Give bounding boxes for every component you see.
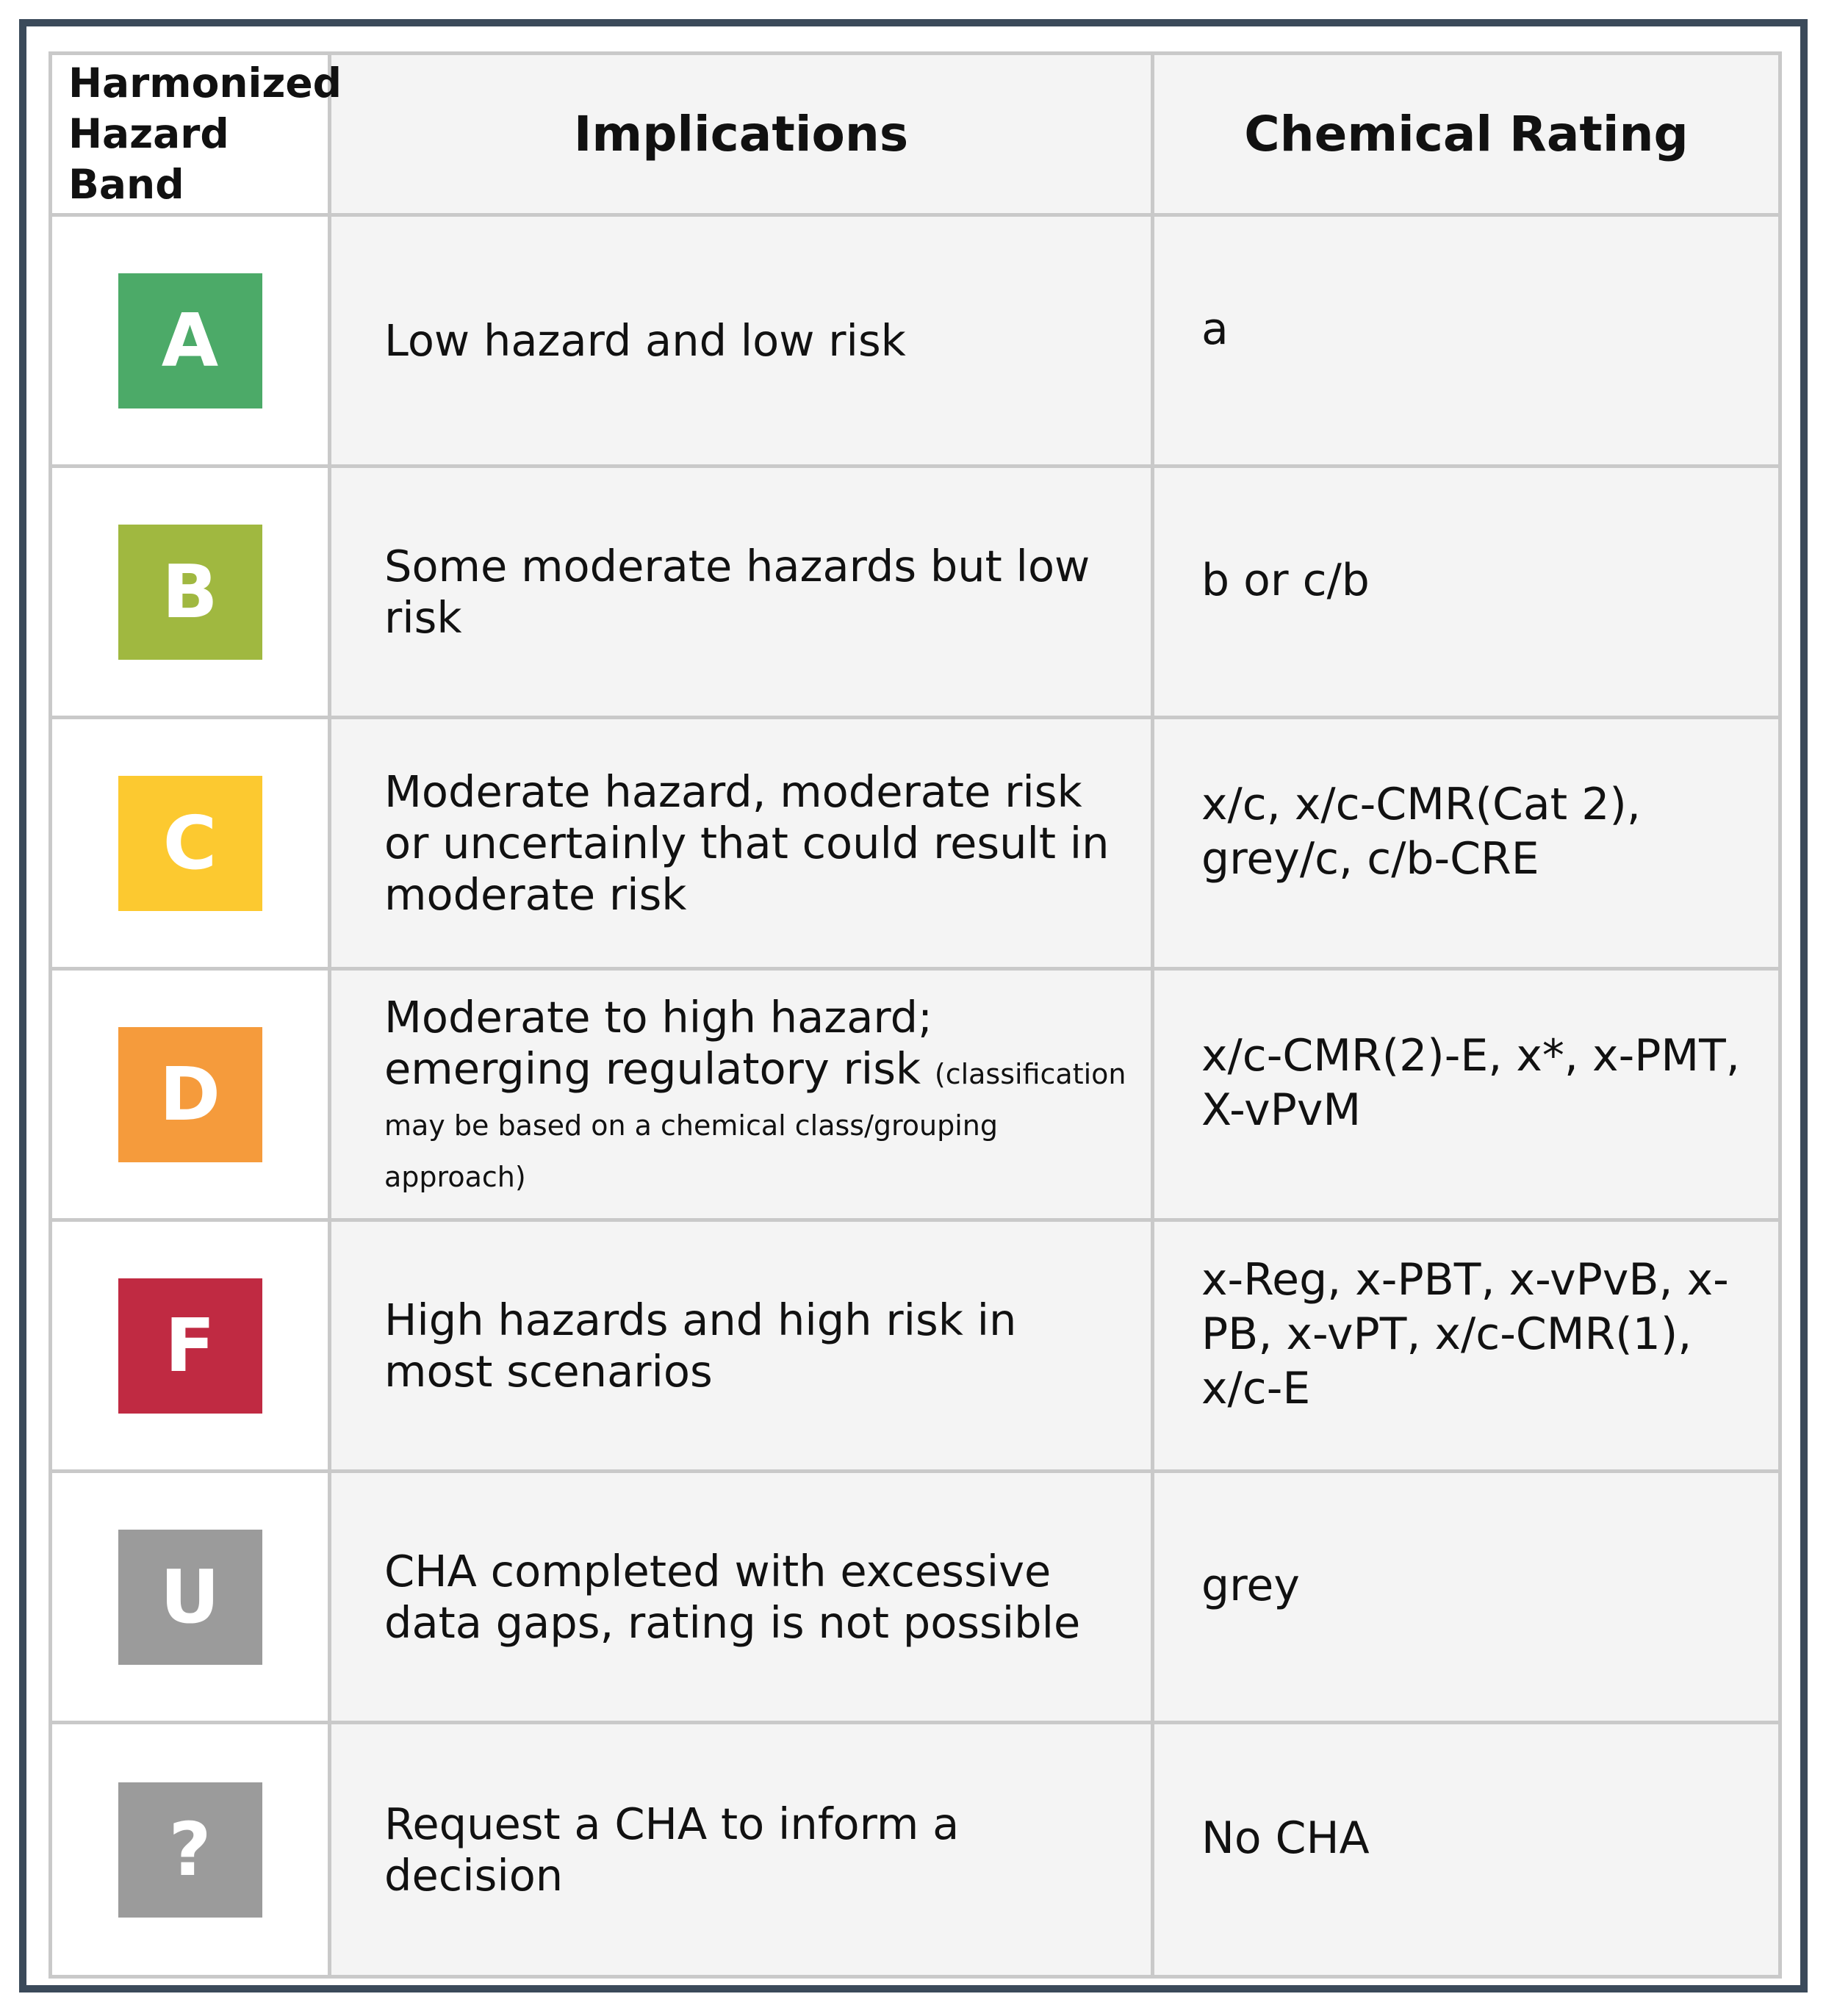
chemical-rating-text: No CHA bbox=[1201, 1812, 1370, 1864]
implication-cell bbox=[330, 215, 1153, 467]
implication-text: Moderate hazard, moderate risk or uncertainly that could result in moderate risk bbox=[384, 766, 1110, 920]
hazard-band-badge: U bbox=[118, 1530, 262, 1665]
band-cell bbox=[51, 1723, 330, 1977]
table-row bbox=[51, 1472, 1780, 1723]
chemical-rating-text: x-Reg, x-PBT, x-vPvB, x-PB, x-vPT, x/c-CMR(1), x/c-E bbox=[1201, 1253, 1729, 1414]
table-row bbox=[51, 718, 1780, 969]
chemical-rating-text: a bbox=[1201, 303, 1229, 355]
band-cell bbox=[51, 1472, 330, 1723]
table-row bbox=[51, 969, 1780, 1220]
chemical-rating-cell bbox=[1153, 1220, 1780, 1472]
hazard-band-badge: C bbox=[118, 776, 262, 911]
implication-cell bbox=[330, 718, 1153, 969]
header-implications: Implications bbox=[330, 54, 1153, 215]
hazard-band-badge: ? bbox=[118, 1782, 262, 1918]
chemical-rating-cell bbox=[1153, 969, 1780, 1220]
header-band: Harmonized Hazard Band bbox=[51, 54, 330, 215]
implication-text: Some moderate hazards but low risk bbox=[384, 540, 1090, 643]
implication-cell bbox=[330, 467, 1153, 718]
hazard-band-table bbox=[48, 51, 1782, 1979]
implication-text: CHA completed with excessive data gaps, rating is not possible bbox=[384, 1545, 1081, 1648]
implication-text: Moderate to high hazard; emerging regulatory risk bbox=[384, 991, 932, 1094]
chemical-rating-cell bbox=[1153, 467, 1780, 718]
implication-cell bbox=[330, 1723, 1153, 1977]
implication-text: High hazards and high risk in most scenarios bbox=[384, 1294, 1017, 1397]
chemical-rating-cell bbox=[1153, 1723, 1780, 1977]
chemical-rating-text: x/c-CMR(2)-E, x*, x-PMT, X-vPvM bbox=[1201, 1029, 1740, 1136]
band-cell bbox=[51, 969, 330, 1220]
chemical-rating-text: x/c, x/c-CMR(Cat 2), grey/c, c/b-CRE bbox=[1201, 778, 1641, 885]
hazard-band-badge: B bbox=[118, 525, 262, 660]
implication-cell bbox=[330, 1472, 1153, 1723]
band-cell bbox=[51, 1220, 330, 1472]
hazard-band-badge: F bbox=[118, 1278, 262, 1414]
chemical-rating-cell bbox=[1153, 718, 1780, 969]
header-chemical-rating: Chemical Rating bbox=[1153, 54, 1780, 215]
implication-note: (classification may be based on a chemical class/grouping approach) bbox=[384, 1057, 1126, 1193]
implication-text: Request a CHA to inform a decision bbox=[384, 1798, 960, 1901]
band-cell bbox=[51, 467, 330, 718]
implication-text: Low hazard and low risk bbox=[384, 314, 906, 366]
implication-cell bbox=[330, 1220, 1153, 1472]
hazard-band-badge: A bbox=[118, 273, 262, 408]
header-row bbox=[51, 54, 1780, 215]
chemical-rating-text: grey bbox=[1201, 1559, 1300, 1611]
table-row bbox=[51, 215, 1780, 467]
table-row bbox=[51, 1723, 1780, 1977]
chemical-rating-text: b or c/b bbox=[1201, 554, 1370, 606]
band-cell bbox=[51, 718, 330, 969]
implication-cell bbox=[330, 969, 1153, 1220]
chemical-rating-cell bbox=[1153, 215, 1780, 467]
chemical-rating-cell bbox=[1153, 1472, 1780, 1723]
band-cell bbox=[51, 215, 330, 467]
table-row bbox=[51, 467, 1780, 718]
table-row bbox=[51, 1220, 1780, 1472]
hazard-band-badge: D bbox=[118, 1027, 262, 1162]
